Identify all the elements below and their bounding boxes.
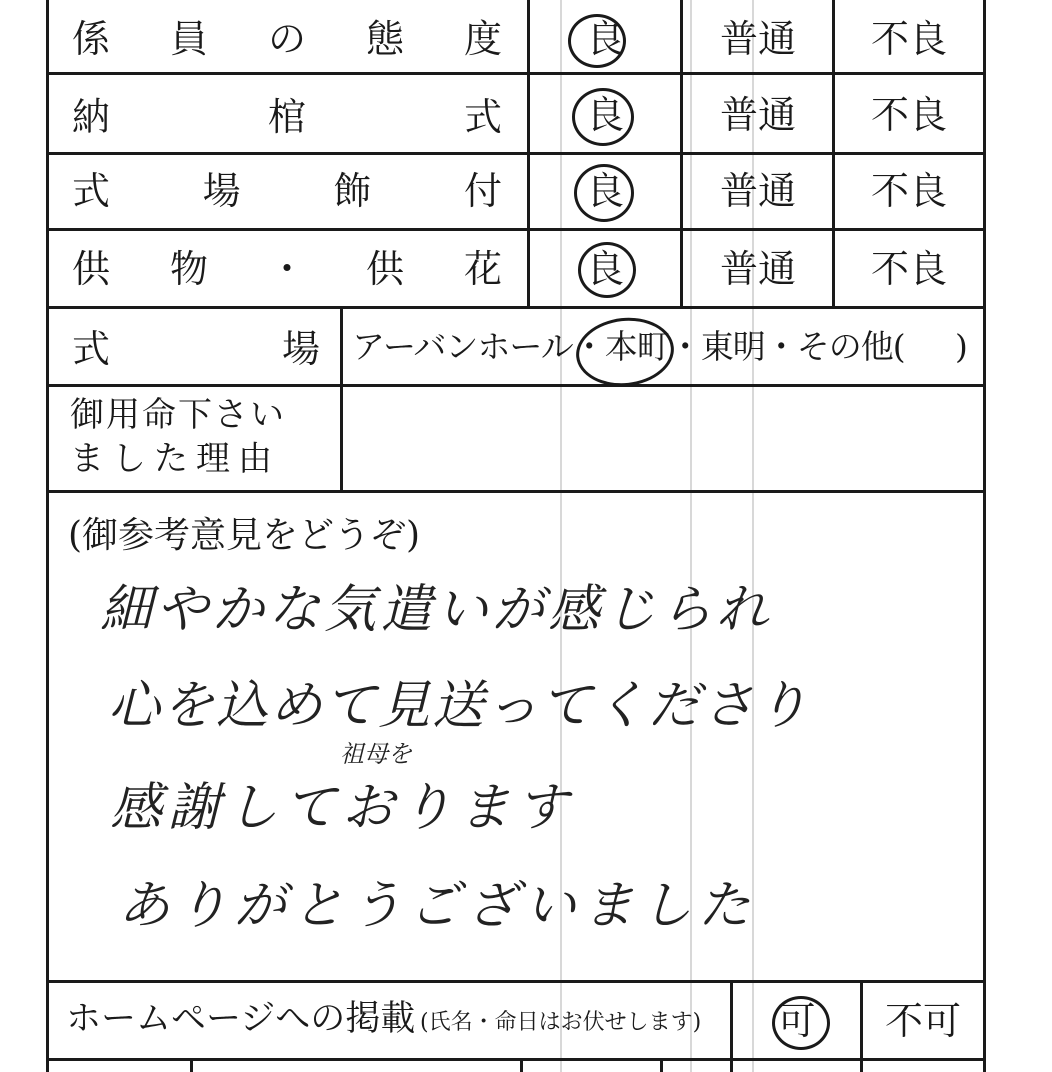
comment-line-3: 感謝しております — [110, 778, 575, 838]
grid-line — [520, 1058, 523, 1072]
grid-line — [46, 980, 986, 983]
venue-label: 式場 — [72, 327, 320, 371]
rating-label-encoffining: 納棺式 — [72, 95, 502, 139]
grid-line — [46, 72, 986, 75]
option-normal[interactable]: 普通 — [719, 17, 796, 61]
grid-line — [46, 152, 986, 155]
grid-line — [46, 1058, 986, 1061]
homepage-selection-circle — [772, 996, 830, 1050]
grid-line — [46, 490, 986, 493]
grid-line — [340, 306, 343, 490]
option-normal[interactable]: 普通 — [719, 93, 796, 137]
option-good[interactable]: 良 — [585, 247, 624, 291]
comment-insert: 祖母を — [340, 740, 412, 768]
grid-line — [46, 306, 986, 309]
option-bad[interactable]: 不良 — [870, 93, 947, 137]
venue-close-paren: ) — [955, 327, 968, 366]
grid-line — [190, 1058, 193, 1072]
reason-label-line2: ました理由 — [70, 439, 280, 479]
grid-line — [660, 1058, 663, 1072]
grid-line — [46, 228, 986, 231]
option-good[interactable]: 良 — [585, 169, 624, 213]
grid-line — [46, 384, 986, 387]
venue-choices[interactable]: アーバンホール・本町・東明・その他( — [352, 327, 905, 366]
comment-line-2: 心を込めて見送ってくださり — [108, 676, 811, 736]
comment-line-1: 細やかな気遣いが感じられ — [100, 580, 773, 640]
option-good[interactable]: 良 — [585, 93, 624, 137]
homepage-label: ホームページへの掲載 — [66, 999, 416, 1039]
homepage-note: (氏名・命日はお伏せします) — [420, 1010, 702, 1035]
homepage-option-no[interactable]: 不可 — [884, 999, 961, 1043]
comment-line-4: ありがとうございました — [118, 876, 757, 936]
option-bad[interactable]: 不良 — [870, 17, 947, 61]
option-bad[interactable]: 不良 — [870, 169, 947, 213]
rating-label-offerings-flowers: 供物・供花 — [72, 247, 502, 291]
rating-label-staff-attitude: 係員の態度 — [72, 17, 502, 61]
comments-prompt: (御参考意見をどうぞ) — [68, 515, 421, 556]
selection-circle — [574, 164, 634, 222]
selection-circle — [578, 242, 636, 298]
option-normal[interactable]: 普通 — [719, 247, 796, 291]
grid-line — [983, 0, 986, 1072]
selection-circle — [568, 14, 626, 68]
option-good[interactable]: 良 — [585, 17, 624, 61]
grid-line — [46, 0, 49, 1072]
homepage-option-yes[interactable]: 可 — [777, 999, 816, 1043]
venue-selection-circle — [573, 313, 678, 391]
reason-label-line1: 御用命下さい — [70, 395, 286, 435]
option-bad[interactable]: 不良 — [870, 247, 947, 291]
option-normal[interactable]: 普通 — [719, 169, 796, 213]
selection-circle — [572, 88, 634, 146]
rating-label-hall-decoration: 式場飾付 — [72, 169, 502, 213]
